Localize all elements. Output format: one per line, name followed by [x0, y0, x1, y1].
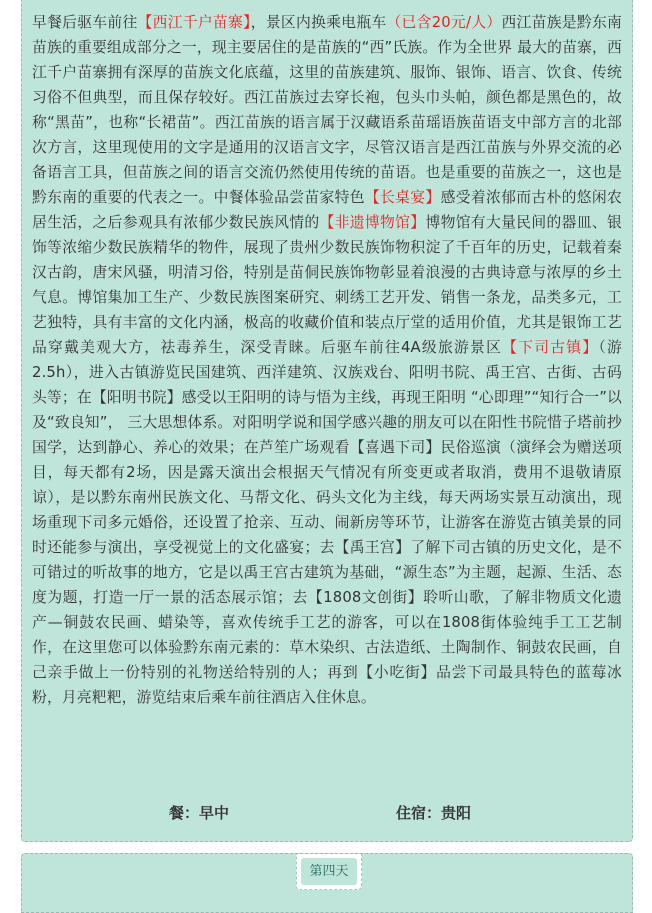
itinerary-segment: 早餐后驱车前往 — [32, 14, 138, 31]
day-four-label: 第四天 — [301, 858, 357, 885]
highlight-intangible-heritage-museum: 【非遗博物馆】 — [319, 214, 426, 231]
itinerary-segment: 博物馆有大量民间的器皿、银饰等浓缩少数民族精华的物件，展现了贵州少数民族饰物积淀了千百年的历史，记载着秦汉古韵，唐宋风骚，明清习俗，特别是苗侗民族饰物彰显着浪漫的古典诗意与浓厚的乡土气息。博馆集加工生产、少数民族图案研究、刺绣工艺开发、销售一条龙，品类多元，工艺独特，具有丰富的文化内涵，极高的收藏价值和装点厅堂的适用价值，尤其是银饰工艺品穿戴美观大方，祛毒养生，深受青睐。后驱车前往4A级旅游景区 — [32, 214, 622, 356]
highlight-xijiang-miao-village: 【西江千户苗寨】 — [137, 14, 251, 31]
highlight-shuttle-fee-included: （已含20元/人） — [386, 14, 502, 31]
itinerary-segment: ，景区内换乘电瓶车 — [250, 14, 387, 31]
itinerary-segment: 西江苗族是黔东南苗族的重要组成部分之一，现主要居住的是苗族的“西”氏族。作为全世界 最大的苗寨，西江千户苗寨拥有深厚的苗族文化底蕴，这里的苗族建筑、服饰、银饰、语言、饮食、传统习俗不但典型，而且保存较好。西江苗族过去穿长袍，包头巾头帕，颜色都是黑色的，故称“黑苗”，也称“长裙苗”。西江苗族的语言属于汉藏语系苗瑶语族苗语支中部方言的北部次方言，这里现使用的文字是通用的汉语言文字，尽管汉语言是西江苗族与外界交流的必备语言工具，但苗族之间的语言交流仍然使用传统的苗语。也是重要的苗族之一，这也是黔东南的重要的代表之一。中餐体验品尝苗家特色 — [32, 14, 622, 206]
meal-info: 餐：早中 — [169, 804, 230, 822]
highlight-long-table-banquet: 【长桌宴】 — [364, 189, 441, 206]
highlight-xiasi-ancient-town: 【下司古镇】 — [502, 339, 599, 356]
meal-lodging-row — [21, 802, 633, 828]
day-four-tag — [296, 854, 362, 890]
itinerary-segment: 感受着浓郁而古朴的悠闲农居生活，之后参观具有浓郁少数民族风情的 — [32, 189, 622, 231]
itinerary-description — [32, 10, 622, 710]
day-four-panel — [21, 853, 633, 913]
lodging-info: 住宿：贵阳 — [396, 804, 472, 822]
itinerary-segment: （游2.5h），进入古镇游览民国建筑、西洋建筑、汉族戏台、阳明书院、禹王宫、古街、古码头等；在【阳明书院】感受以王阳明的诗与悟为主线，再现王阳明 “心即理”“知行合一”以及“致良知”， 三大思想体系。对阳明学说和国学感兴趣的朋友可以在阳性书院惜子塔前抄国学，达到静心、养心的效果；在芦笙广场观看【喜遇下司】民俗巡演（演绎会为赠送项目，每天都有2场，因是露天演出会根据天气情况有所变更或者取消，费用不退敬请原谅），是以黔东南州民族文化、马帮文化、码头文化为主线，每天两场实景互动演出，现场重现下司多元婚俗，还设置了抢亲、互动、闹新房等环节，让游客在游览古镇美景的同时还能参与演出，享受视觉上的文化盛宴；去【禹王宫】了解下司古镇的历史文化，是不可错过的听故事的地方，它是以禹王宫古建筑为基础，“源生态”为主题，起源、生活、态度为题，打造一厅一景的活态展示馆；去【1808文创街】聆听山歌，了解非物质文化遗产—铜鼓农民画、蜡染等，喜欢传统手工艺的游客，可以在1808街体验纯手工工艺制作，在这里您可以体验黔东南元素的：草木染织、古法造纸、土陶制作、铜鼓农民画，自己亲手做上一份特别的礼物送给特别的人；再到【小吃街】品尝下司最具特色的蓝莓冰粉，月亮粑粑，游览结束后乘车前往酒店入住休息。 — [32, 339, 622, 706]
